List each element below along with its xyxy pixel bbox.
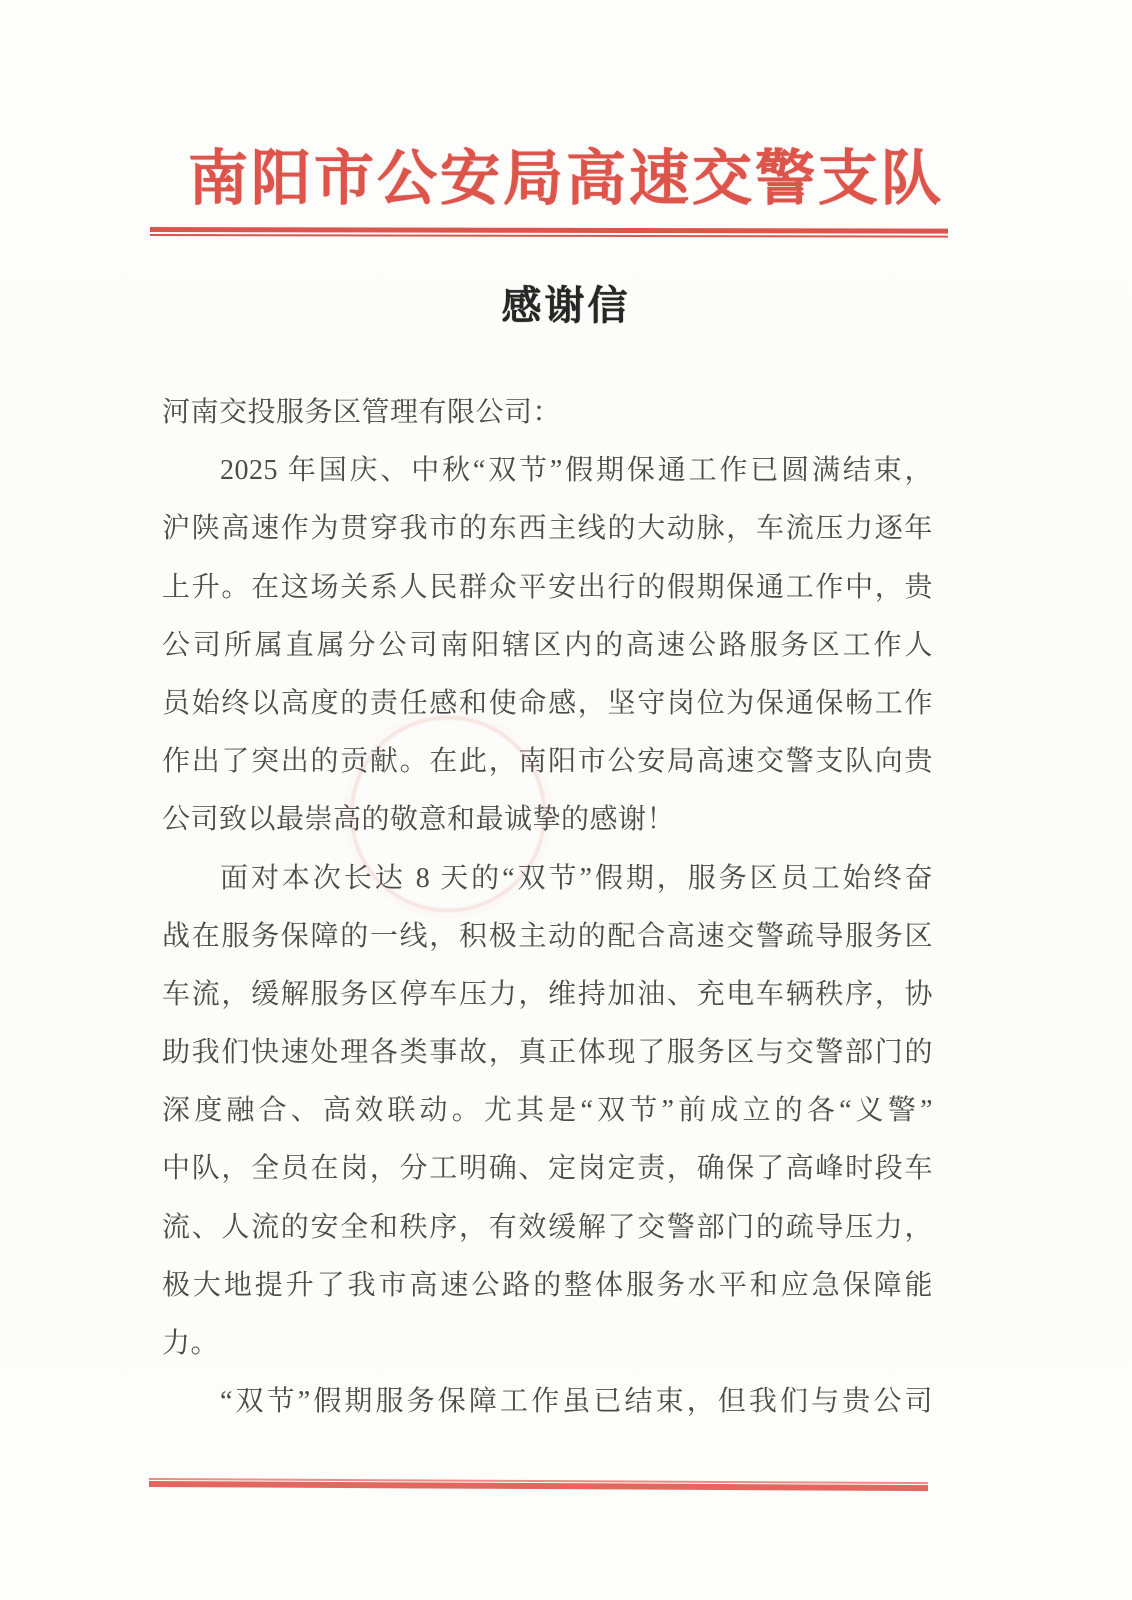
body-line: “双节”假期服务保障工作虽已结束，但我们与贵公司 <box>220 1386 933 1418</box>
body-line: 极大地提升了我市高速公路的整体服务水平和应急保障能 <box>162 1269 933 1301</box>
body-line: 流、人流的安全和秩序，有效缓解了交警部门的疏导压力， <box>162 1211 933 1243</box>
body-line: 力。 <box>162 1328 220 1359</box>
footer-rule <box>149 1478 928 1491</box>
body-line: 深度融合、高效联动。尤其是“双节”前成立的各“义警” <box>162 1095 933 1127</box>
body-line: 车流，缓解服务区停车压力，维持加油、充电车辆秩序，协 <box>162 978 933 1010</box>
body-line: 公司所属直属分公司南阳辖区内的高速公路服务区工作人 <box>162 629 933 661</box>
body-line: 2025 年国庆、中秋“双节”假期保通工作已圆满结束， <box>220 455 933 487</box>
letterhead-rule-thick-line <box>150 227 948 234</box>
letterhead-rule-thin-line <box>150 234 948 238</box>
body-line: 员始终以高度的责任感和使命感，坚守岗位为保通保畅工作 <box>162 687 933 719</box>
body-line: 沪陕高速作为贯穿我市的东西主线的大动脉，车流压力逐年 <box>162 513 933 545</box>
body-line: 中队，全员在岗，分工明确、定岗定责，确保了高峰时段车 <box>162 1153 933 1185</box>
body-line: 上升。在这场关系人民群众平安出行的假期保通工作中，贵 <box>162 571 933 603</box>
body-line: 河南交投服务区管理有限公司： <box>162 397 562 428</box>
body-line: 面对本次长达 8 天的“双节”假期，服务区员工始终奋 <box>220 862 933 894</box>
letterhead-title: 南阳市公安局高速交警支队 <box>188 146 944 212</box>
document-title: 感谢信 <box>501 284 631 328</box>
body-line: 作出了突出的贡献。在此，南阳市公安局高速交警支队向贵 <box>162 746 933 778</box>
body-line: 战在服务保障的一线，积极主动的配合高速交警疏导服务区 <box>162 920 933 952</box>
body-line: 助我们快速处理各类事故，真正体现了服务区与交警部门的 <box>162 1037 933 1069</box>
body-line: 公司致以最崇高的敬意和最诚挚的感谢！ <box>162 804 676 836</box>
body-text <box>162 384 933 1431</box>
letterhead-rule <box>150 227 948 238</box>
